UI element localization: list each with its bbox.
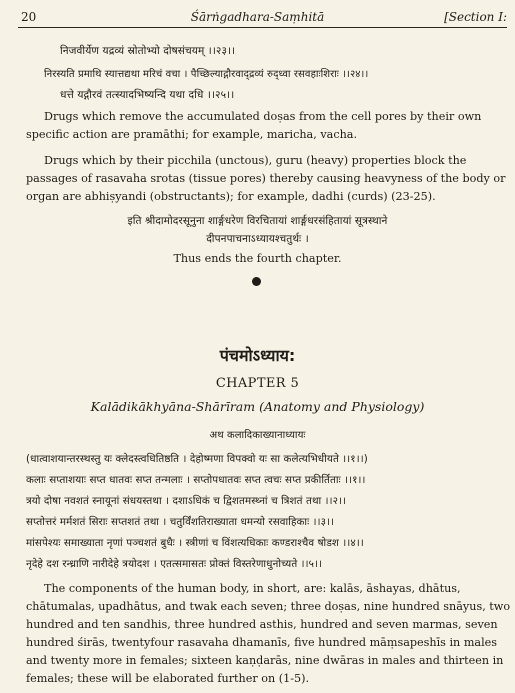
paragraph-line: Drugs which by their picchila (unctous), guru (heavy) properties block the — [44, 154, 467, 167]
verse-line: त्रयो दोषा नवशतं स्नायूनां संधयस्तथा । दशाऽधिकं च द्विशतमस्थ्नां च त्रिशतं तथा ।।२।। — [26, 495, 347, 507]
chapter-sub-devanagari: अथ कलादिकाख्यानाध्यायः — [209, 430, 306, 441]
paragraph-line: The components of the human body, in short, are: kalās, āshayas, dhātus, — [44, 582, 461, 595]
paragraph-line: chātumalas, upadhātus, and twak each seven; three doṣas, nine hundred snāyus, two — [26, 600, 511, 613]
colophon-line: इति श्रीदामोदरसूनुना शार्ङ्गधरेण विरचितायां शार्ङ्गधरसंहितायां सूत्रस्थाने — [127, 215, 388, 227]
verse-line: (धात्वाशयान्तरस्थस्तु यः क्लेदस्त्वधितिष्ठति । देहोष्मणा विपक्वो यः सा कलेत्यभिधीयते ।।१।।) — [26, 453, 368, 465]
paragraph-line: hundred śirās, twentyfour rasavaha dhamanīs, five hundred māṃsapeshīs in males — [26, 636, 498, 649]
header-rule — [18, 27, 507, 28]
paragraph-line: and twenty more in females; sixteen kaṇḍarās, nine dwāras in males and thirteen in — [26, 654, 504, 667]
paragraph-line: organ are abhiṣyandi (obstructants); for example, dadhi (curds) (23-25). — [26, 190, 436, 203]
section-label: [Section I: — [444, 10, 507, 24]
paragraph-line: Drugs which remove the accumulated doṣas from the cell pores by their own — [44, 110, 482, 123]
verse-line: नृदेहे दश रन्ध्राणि नारीदेहे त्रयोदश । एतत्समासतः प्रोक्तं विस्तरेणाधुनोच्यते ।।५।। — [26, 558, 323, 570]
page-number: 20 — [21, 10, 37, 24]
chapter-subtitle: Kalādikākhyāna-Shārīram (Anatomy and Physiology) — [90, 399, 425, 414]
paragraph-line: hundred and ten sandhis, three hundred asthis, hundred and seven marmas, seven — [26, 618, 498, 631]
colophon-line: दीपनपाचनाऽध्यायश्चतुर्थः । — [206, 233, 309, 245]
paragraph-line: specific action are pramāthi; for example, maricha, vacha. — [26, 128, 358, 141]
verse-line: कलाः सप्ताशयाः सप्त धातवः सप्त तन्मलाः । सप्तोपधातवः सप्त त्वचः सप्त प्रकीर्तिताः ।।१।। — [26, 474, 366, 486]
bullet-ornament — [252, 277, 261, 286]
paragraph-line: females; these will be elaborated further on (1-5). — [26, 672, 310, 685]
verse-line: निजवीर्येण यद्रव्यं स्रोतोभ्यो दोषसंचयम् ।।२३।। — [60, 45, 236, 57]
running-title: Śārṅgadhara-Saṃhitā — [190, 10, 325, 24]
verse-line: निरस्यति प्रमाथि स्यात्तद्यथा मरिचं वचा । पैच्छिल्याद्गौरवाद्द्रव्यं रुद्ध्वा रसवहाःशिराः ।।२४।। — [44, 69, 369, 80]
verse-line: सप्तोत्तरं मर्मशतं सिराः सप्तशतं तथा । चतुर्विंशतिराख्याता धमन्यो रसवाहिकाः ।।३।। — [26, 516, 335, 528]
chapter-title-devanagari: पंचमोऽध्याय: — [219, 346, 296, 365]
verse-line: मांसपेश्यः समाख्याता नृणां पञ्चशतं बुधैः । स्त्रीणां च विंशत्यधिकाः कण्डराश्चैव षोडश ।।४।। — [26, 537, 364, 549]
chapter-end-note: Thus ends the fourth chapter. — [173, 252, 342, 265]
chapter-title-english: CHAPTER 5 — [215, 376, 300, 391]
verse-line: धत्ते यद्गौरवं तत्स्यादभिष्यन्दि यथा दधि ।।२५।। — [60, 89, 235, 101]
paragraph-line: passages of rasavaha srotas (tissue pores) thereby causing heavyness of the body or — [26, 172, 506, 185]
